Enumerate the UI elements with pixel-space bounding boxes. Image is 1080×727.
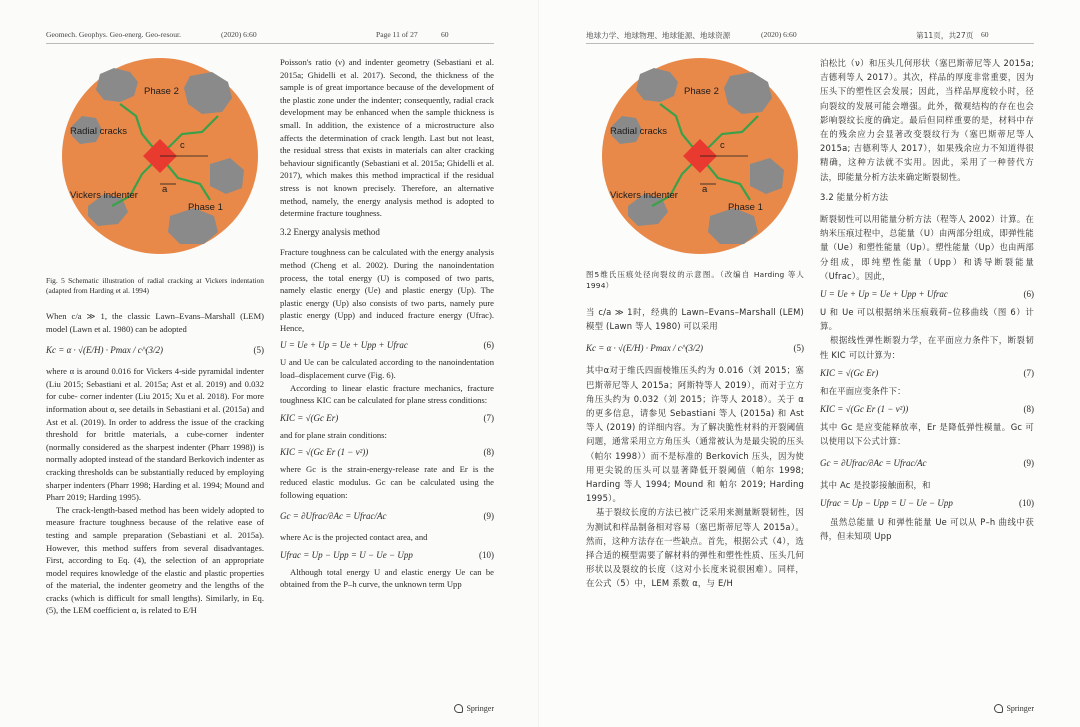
volume: (2020) 6:60 [761, 30, 797, 39]
label-c: c [720, 140, 725, 151]
paragraph: 虽然总能量 U 和弹性能量 Ue 可以从 P–h 曲线中获得，但未知项 Upp [820, 516, 1034, 541]
figure-5 [60, 56, 260, 256]
paragraph: 其中α对于维氏四面棱锥压头约为 0.016（刘 2015；塞巴斯蒂尼等人 2015a；阿斯特等人 2019），而对于立方角压头约为 0.032（刘 2015；许等人 2018）。关于 α 的更多信息，请参见 Sebastiani 等人 (2015a) 和 Ast 等人 (2019) 的详细内容。为了解决脆性材料的开裂阈值问题，通常采用立方角压头（通常被认为是最尖锐的压头（帕尔 1998））而不是标准的 Berkovich 压头，因为使用更尖锐的压头可以显著降低开裂阈值（帕尔 1998; Harding 等人 1994; Mound 和 帕尔 2019; Harding 1995）。 [586, 365, 804, 504]
equation-7: KIC = √(Gc Er) (7) [280, 412, 494, 423]
equation-8: KIC = √(Gc Er (1 − ν²)) (8) [280, 447, 494, 458]
paragraph: 和在平面应变条件下： [820, 385, 906, 396]
left-column [46, 276, 264, 617]
paragraph: where α is around 0.016 for Vickers 4-side pyramidal indenter (Liu 2015; Sebastiani et al. 2015a; Ast et al. 2019) and 0.032 for cube- corner indenter (Liu 2015; Xu et al. 2018). For more information about α, see details in Sebastiani et al. (2015a) and Ast et al. (2019). In order to address the issue of the cracking threshold for brittle materials, a cube-corner indenter (normally considered as the sharpest indenter (Pharr 1998)) is normally adopted instead of the standard Berkovich indenter as cracking thresholds can be substantially reduced by employing sharper indenters (Pharr 1998; Harding et al. 1994; Mound and Pharr 2019; Harding 1995). [46, 366, 264, 503]
radial-crack-diagram [600, 56, 800, 256]
figure-caption: Fig. 5 Schematic illustration of radial cracking at Vickers indentation (adapted from Harding et al. 1994) [46, 276, 264, 295]
paragraph: 泊松比（ν）和压头几何形状（塞巴斯蒂尼等人 2015a; 吉德利等人 2017）。其次，样品的厚度非常重要，因为压头下的塑性区会发展；因此，当样品厚度较小时，径向裂纹的发展可能会增强。此外，微观结构的存在也会影响裂纹长度的确定。最后但同样重要的是，材料中存在的残余应力会显著改变裂纹行为（塞巴斯蒂尼等人 2015a; 吉德利等人 2017），如果残余应力不知道得很精确，这种方法就不实用。因此，采用了一种替代方法，即能量分析方法来确定断裂韧性。 [820, 58, 1034, 182]
journal-name: Geomech. Geophys. Geo-energ. Geo-resour. [46, 30, 182, 39]
label-phase1: Phase 1 [728, 202, 763, 213]
article-number: 60 [981, 30, 989, 39]
paragraph: The crack-length-based method has been widely adopted to measure fracture toughness because of the relative ease of testing and sample preparation (Sebastiani et al. 2015a). However, this method suffers from several disadvantages. First, according to Eq. (4), the selection of an appropriate model requires knowledge of the elastic and plastic properties of the material, the indenter geometry and the lengths of the cracks (which is difficult for small lengths). Similarly, in Eq. (5), the LEM coefficient α, is related to E/H [46, 504, 264, 616]
publisher-footer [994, 704, 1034, 713]
equation-5: Kc = α · √(E/H) · Pmax / c^(3/2) (5) [586, 343, 804, 354]
publisher-footer [454, 704, 494, 713]
paragraph: where Ac is the projected contact area, and [280, 532, 428, 543]
label-vickers: Vickers indenter [610, 190, 678, 201]
paragraph: Fracture toughness can be calculated with the energy analysis method (Cheng et al. 2002). During the nanoindentation process, the total energy (U) is composed of two parts, namely elastic energy (Ue) and plastic energy (Up). The plastic energy (Up) also consists of two parts, namely pure plastic energy (Upp) and induced fracture energy (Ufrac). Hence, [280, 247, 494, 333]
equation-5: Kc = α · √(E/H) · Pmax / c^(3/2) (5) [46, 344, 264, 355]
label-c: c [180, 140, 185, 151]
label-phase2: Phase 2 [144, 86, 179, 97]
label-radial-cracks: Radial cracks [70, 126, 128, 137]
equation-10: Ufrac = Up − Upp = U − Ue − Upp (10) [280, 549, 494, 560]
equation-8: KIC = √(Gc Er (1 − ν²)) (8) [820, 403, 1034, 414]
journal-name: 地球力学、地球物理、地球能源、地球资源 [586, 31, 731, 40]
right-column [280, 56, 494, 591]
publisher-name: Springer [466, 704, 494, 713]
label-a: a [162, 184, 168, 195]
label-phase2: Phase 2 [684, 86, 719, 97]
paragraph: 基于裂纹长度的方法已被广泛采用来测量断裂韧性，因为测试和样品制备相对容易（塞巴斯蒂尼等人 2015a）。然而，这种方法存在一些缺点。首先，根据公式（4），选择合适的模型需要了解材料的弹性和塑性性质、压头几何形状以及裂纹的长度（这对小长度来说很困难）。同样，在公式（5）中，LEM 系数 α，与 E/H [586, 507, 804, 589]
section-heading: 3.2 能量分析方法 [820, 191, 889, 202]
paragraph: and for plane strain conditions: [280, 429, 387, 440]
chinese-page [540, 0, 1080, 727]
page-number: Page 11 of 27 [376, 30, 418, 39]
paragraph: When c/a ≫ 1, the classic Lawn–Evans–Marshall (LEM) model (Lawn et al. 1980) can be adopted [46, 311, 264, 334]
paragraph: Although total energy U and elastic energy Ue can be obtained from the P–h curve, the unknown term Upp [280, 566, 494, 590]
paragraph: U 和 Ue 可以根据纳米压痕载荷–位移曲线（图 6）计算。 [820, 307, 1034, 332]
publisher-name: Springer [1006, 704, 1034, 713]
article-number: 60 [441, 30, 449, 39]
left-column [586, 270, 804, 591]
paragraph: 其中 Ac 是投影接触面积，和 [820, 480, 931, 491]
paragraph: where Gc is the strain-energy-release rate and Er is the reduced elastic modulus. Gc can be calculated using the following equation: [280, 464, 494, 500]
right-column [820, 56, 1034, 543]
paragraph: 其中 Gc 是应变能释放率，Er 是降低弹性模量。Gc 可以使用以下公式计算： [820, 422, 1034, 447]
figure-caption: 图5维氏压痕处径向裂纹的示意图。（改编自 Harding 等人 1994） [586, 270, 804, 290]
paragraph: 断裂韧性可以用能量分析方法（程等人 2002）计算。在纳米压痕过程中，总能量（U）由两部分组成，即弹性能量（Ue）和塑性能量（Up）。塑性能量（Up）也由两部分组成，即纯塑性能量（Upp）和诱导断裂能量（Ufrac）。因此， [820, 214, 1034, 281]
paragraph: According to linear elastic fracture mechanics, fracture toughness KIC can be calculated for plane stress conditions: [280, 382, 494, 406]
volume: (2020) 6:60 [221, 30, 257, 39]
springer-logo-icon [994, 704, 1003, 713]
label-a: a [702, 184, 708, 195]
page-header [46, 30, 494, 44]
paragraph: 根据线性弹性断裂力学，在平面应力条件下，断裂韧性 KIC 可以计算为： [820, 335, 1034, 360]
paragraph: Poisson's ratio (ν) and indenter geometry (Sebastiani et al. 2015a; Ghidelli et al. 2017). Second, the thickness of the sample is of great importance because of the development of the plastic zone under the indenter; consequently, radial crack development may be enhanced when the sample thickness is small. In addition, the existence of a microstructure also affects the determination of crack length. Last but not least, the residual stress that exists in materials can alter cracking behaviour significantly (Sebastiani et al. 2015a; Ghidelli et al. 2017), which makes this method impractical if the residual stress is not known precisely. Therefore, an alternative method, namely, the energy analysis method is adopted to determine fracture toughness. [280, 57, 494, 219]
paragraph: U and Ue can be calculated according to the nanoindentation load–displacement curve (Fig. 6). [280, 357, 494, 381]
page-number: 第11页，共27页 [916, 31, 974, 40]
label-phase1: Phase 1 [188, 202, 223, 213]
equation-10: Ufrac = Up − Upp = U − Ue − Upp (10) [820, 498, 1034, 509]
label-radial-cracks: Radial cracks [610, 126, 668, 137]
page-header [586, 30, 1034, 44]
label-vickers: Vickers indenter [70, 190, 138, 201]
springer-logo-icon [454, 704, 463, 713]
paragraph: 当 c/a ≫ 1时，经典的 Lawn–Evans–Marshall (LEM) 模型 (Lawn 等人 1980) 可以采用 [586, 307, 804, 332]
radial-crack-diagram [60, 56, 260, 256]
equation-9: Gc = ∂Ufrac/∂Ac = Ufrac/Ac (9) [820, 458, 1034, 469]
equation-6: U = Ue + Up = Ue + Upp + Ufrac (6) [280, 340, 494, 351]
equation-6: U = Ue + Up = Ue + Upp + Ufrac (6) [820, 288, 1034, 299]
figure-5 [600, 56, 800, 256]
equation-9: Gc = ∂Ufrac/∂Ac = Ufrac/Ac (9) [280, 510, 494, 521]
section-heading: 3.2 Energy analysis method [280, 226, 380, 237]
equation-7: KIC = √(Gc Er) (7) [820, 367, 1034, 378]
